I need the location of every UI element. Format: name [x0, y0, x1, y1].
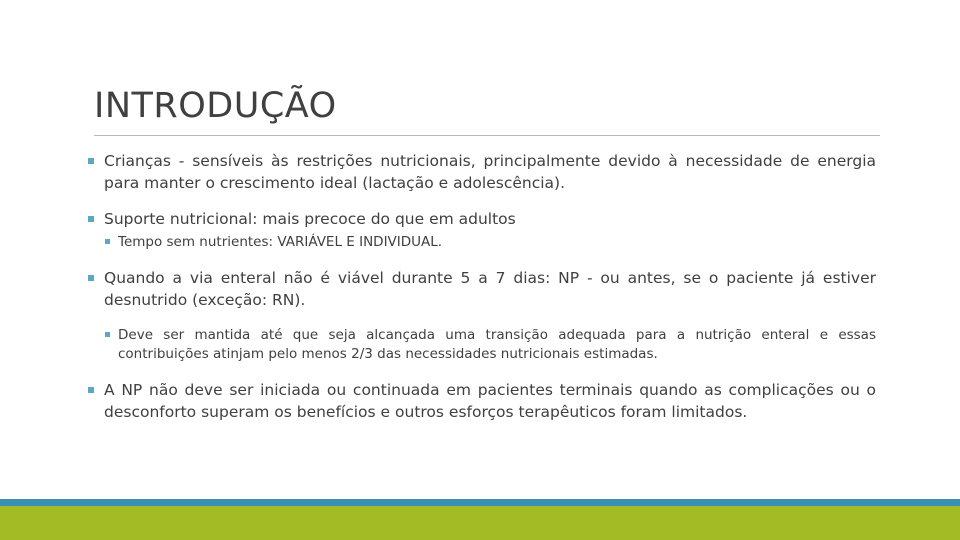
- sub-bullet-text: Deve ser mantida até que seja alcançada uma transição adequada para a nutrição enteral e essas contribuições atinjam pelo menos 2/3 das necessidades nutricionais estimadas.: [118, 327, 876, 362]
- sub-bullet-text: Tempo sem nutrientes: VARIÁVEL E INDIVIDUAL.: [118, 234, 443, 250]
- footer-band: [0, 506, 960, 540]
- bullet-item: [88, 150, 876, 194]
- bullet-text: Quando a via enteral não é viável durante 5 a 7 dias: NP - ou antes, se o paciente já estiver desnutrido (exceção: RN).: [104, 269, 876, 309]
- bullet-text: Suporte nutricional: mais precoce do que em adultos: [104, 210, 516, 228]
- bullet-item: [88, 379, 876, 423]
- square-bullet-icon: [88, 158, 94, 164]
- bullet-item: [88, 208, 876, 230]
- bullet-text: Crianças - sensíveis às restrições nutricionais, principalmente devido à necessidade de energia para manter o crescimento ideal (lactação e adolescência).: [104, 152, 876, 192]
- square-bullet-icon: [88, 387, 94, 393]
- square-bullet-icon: [88, 275, 94, 281]
- square-bullet-icon: [88, 216, 94, 222]
- footer-accent-band: [0, 499, 960, 506]
- sub-bullet-item: [88, 326, 876, 364]
- slide-content: [88, 150, 876, 423]
- sub-bullet-item: [88, 233, 876, 252]
- bullet-text: A NP não deve ser iniciada ou continuada em pacientes terminais quando as complicações ou o desconforto superam os benefícios e outros esforços terapêuticos foram limitados.: [104, 381, 876, 421]
- bullet-item: [88, 267, 876, 311]
- title-divider: [94, 135, 880, 136]
- square-bullet-icon: [105, 239, 110, 244]
- slide-title: INTRODUÇÃO: [94, 86, 337, 126]
- square-bullet-icon: [105, 332, 110, 337]
